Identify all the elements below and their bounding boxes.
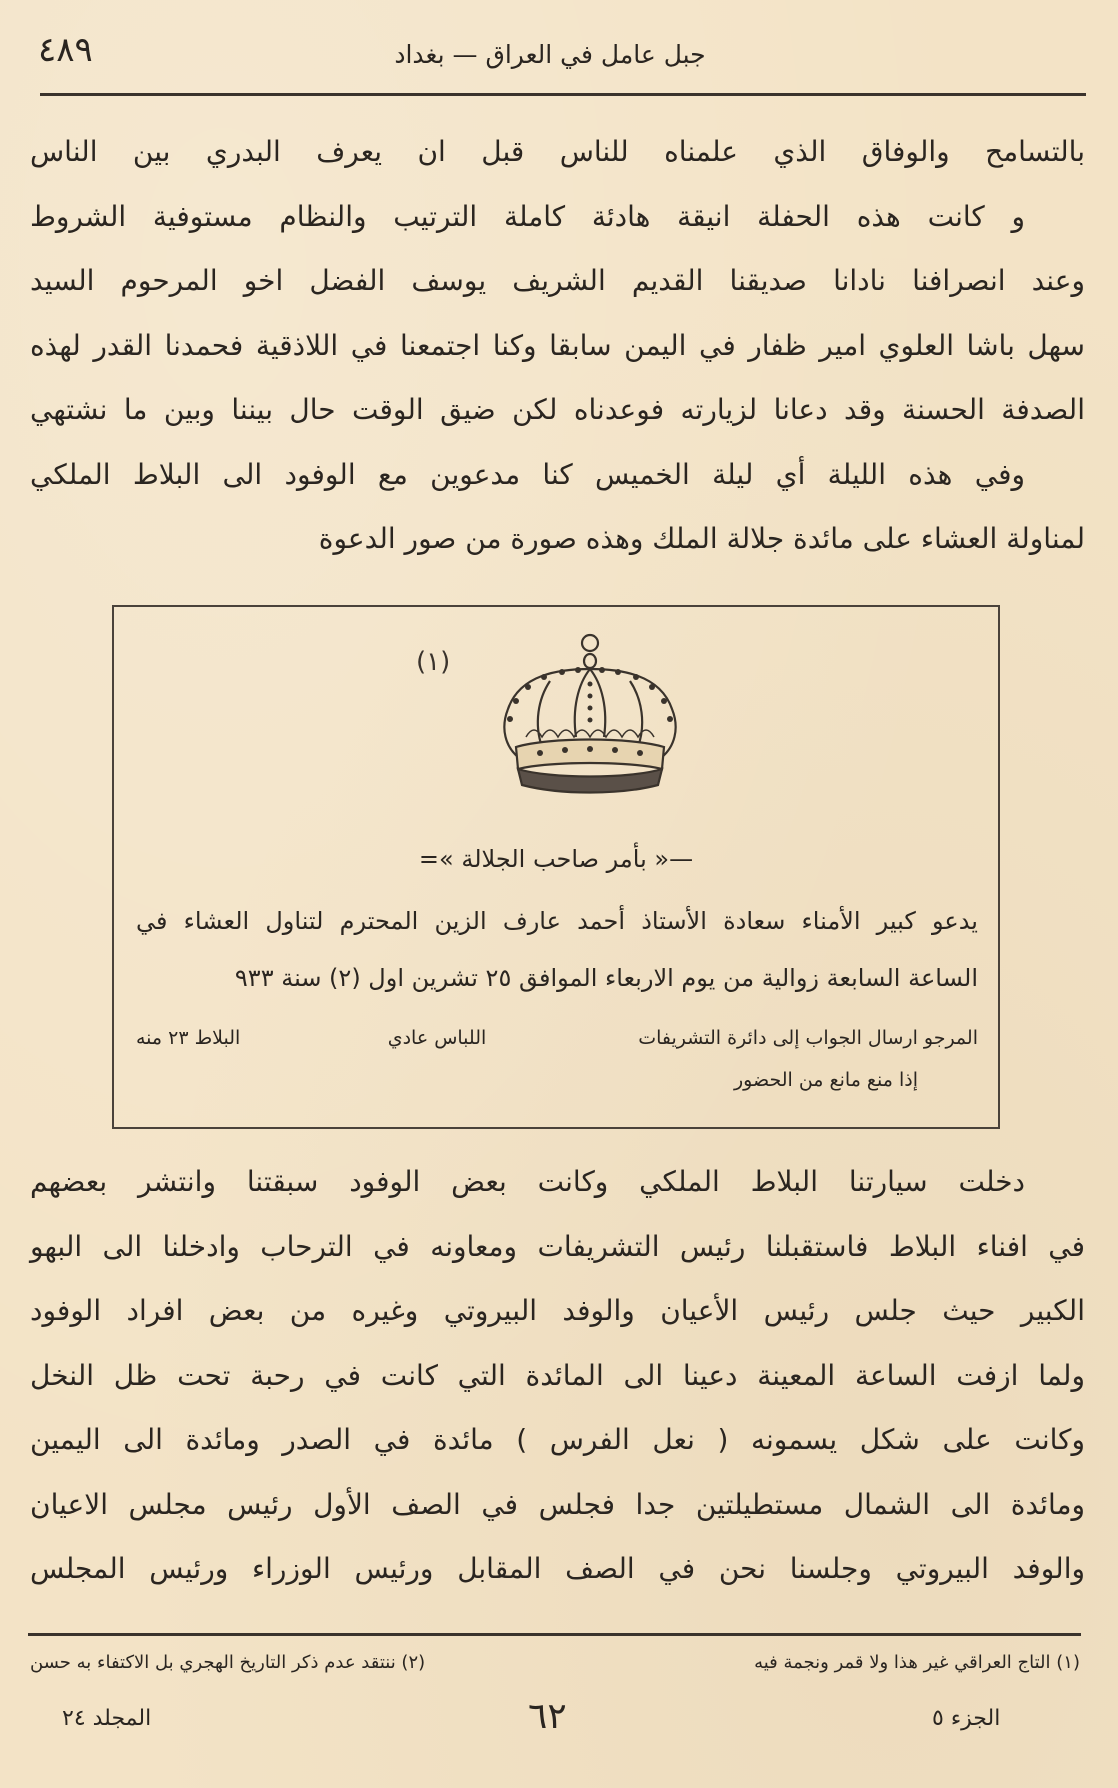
- body-paragraphs-top: [30, 120, 1085, 572]
- invitation-card: [112, 605, 1000, 1129]
- body-line: وكانت على شكل يسمونه ( نعل الفرس ) مائدة في الصدر ومائدة الى اليمين: [30, 1423, 1085, 1456]
- invitation-reference: البلاط ٢٣ منه: [136, 1027, 241, 1049]
- body-line: وعند انصرافنا نادانا صديقنا القديم الشريف يوسف الفضل اخو المرحوم السيد: [30, 264, 1085, 297]
- invitation-line-1: يدعو كبير الأمناء سعادة الأستاذ أحمد عارف الزين المحترم لتناول العشاء في: [136, 907, 978, 935]
- header-rule: [40, 93, 1086, 96]
- footnotes: [30, 1652, 1080, 1673]
- reply-note-continued: إذا منع مانع من الحضور: [733, 1069, 918, 1091]
- dress-code: اللباس عادي: [387, 1027, 487, 1049]
- body-line: في افناء البلاط فاستقبلنا رئيس التشريفات ومعاونه في الترحاب وادخلنا الى البهو: [30, 1229, 1085, 1263]
- footnote-2: (٢) ننتقد عدم ذكر التاريخ الهجري بل الاكتفاء به حسن: [30, 1652, 426, 1673]
- footnote-ref-1: (١): [416, 647, 451, 677]
- body-paragraphs-bottom: [30, 1150, 1085, 1602]
- folio-volume: المجلد ٢٤: [62, 1706, 152, 1731]
- body-line: ولما ازفت الساعة المعينة دعينا الى المائدة التي كانت في رحبة تحت ظل النخل: [30, 1358, 1085, 1392]
- body-line: بالتسامح والوفاق الذي علمناه للناس قبل ان يعرف البدري بين الناس: [30, 135, 1085, 168]
- body-line: والوفد البيروتي وجلسنا نحن في الصف المقابل ورئيس الوزراء ورئيس المجلس: [30, 1552, 1085, 1585]
- body-line: الكبير حيث جلس رئيس الأعيان والوفد البيروتي وغيره من بعض افراد الوفود: [30, 1294, 1085, 1327]
- body-line: لمناولة العشاء على مائدة جلالة الملك وهذه صورة من صور الدعوة: [318, 522, 1085, 555]
- royal-crown-icon: [490, 629, 690, 794]
- footnote-rule: [28, 1633, 1081, 1636]
- invitation-details-row: [136, 1027, 978, 1049]
- folio-part: الجزء ٥: [932, 1706, 1001, 1731]
- footnote-1: (١) التاج العراقي غير هذا ولا قمر ونجمة فيه: [754, 1652, 1080, 1673]
- body-line: دخلت سيارتنا البلاط الملكي وكانت بعض الوفود سبقتنا وانتشر بعضهم: [30, 1165, 1025, 1198]
- header-page-number: ٤٨٩: [38, 30, 93, 70]
- invitation-heading: —« بأمر صاحب الجلالة »=: [418, 845, 694, 873]
- folio-page-number: ٦٢: [528, 1696, 567, 1737]
- reply-note: المرجو ارسال الجواب إلى دائرة التشريفات: [638, 1027, 978, 1049]
- running-title: جبل عامل في العراق — بغداد: [394, 40, 706, 69]
- body-line: و كانت هذه الحفلة انيقة هادئة كاملة الترتيب والنظام مستوفية الشروط: [30, 199, 1025, 233]
- body-line: سهل باشا العلوي امير ظفار في اليمن سابقا وكنا اجتمعنا في اللاذقية فحمدنا القدر لهذه: [30, 328, 1085, 362]
- invitation-line-2: الساعة السابعة زوالية من يوم الاربعاء الموافق ٢٥ تشرين اول (٢) سنة ٩٣٣: [234, 964, 978, 992]
- body-line: ومائدة الى الشمال مستطيلتين جدا فجلس في الصف الأول رئيس مجلس الاعيان: [30, 1487, 1085, 1521]
- body-line: الصدفة الحسنة وقد دعانا لزيارته فوعدناه لكن ضيق الوقت حال بيننا وبين ما نشتهي: [30, 393, 1085, 426]
- body-line: وفي هذه الليلة أي ليلة الخميس كنا مدعوين مع الوفود الى البلاط الملكي: [30, 457, 1025, 491]
